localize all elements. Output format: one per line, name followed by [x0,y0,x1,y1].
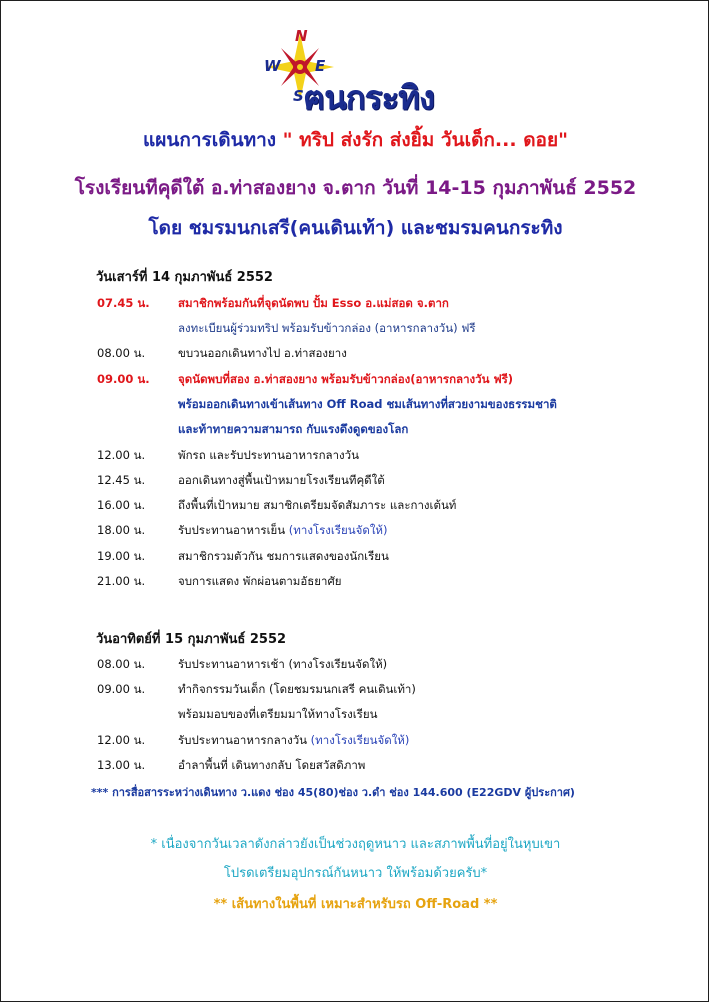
prepare-equipment-note: โปรดเตรียมอุปกรณ์กันหนาว ให้พร้อมด้วยครับ* [223,866,488,881]
cold-weather-note: * เนื่องจากวันเวลาดังกล่าวยังเป็นช่วงฤดูหนาว และสภาพพื้นที่อยู่ในหุบเขา [150,837,561,852]
day1-heading: วันเสาร์ที่ 14 กุมภาพันธ์ 2552 [96,270,273,285]
day1-activity [178,522,388,540]
day2-time: 09.00 น. [97,682,146,696]
day2-activity: รับประทานอาหารเช้า (ทางโรงเรียนจัดให้) [178,657,388,671]
trip-organizers: โดย ชมรมนกเสรี(คนเดินเท้า) และชมรมคนกระทิง [148,217,563,239]
day1-activity: สมาชิกรวมตัวกัน ชมการแสดงของนักเรียน [178,549,389,563]
compass-letter-w: W [264,57,281,75]
day2-time: 08.00 น. [97,657,146,671]
day1-time: 08.00 น. [97,346,146,360]
day1-time: 12.45 น. [97,473,146,487]
day1-activity: พร้อมออกเดินทางเข้าเส้นทาง Off Road ชมเส้นทางที่สวยงามของธรรมชาติ [178,397,557,411]
offroad-note: ** เส้นทางในพื้นที่ เหมาะสำหรับรถ Off-Road ** [213,897,498,912]
day1-activity: สมาชิกพร้อมกันที่จุดนัดพบ ปั้ม Esso อ.แม่สอด จ.ตาก [178,296,449,310]
day1-time: 19.00 น. [97,549,146,563]
day1-time: 16.00 น. [97,498,146,512]
trip-title-prefix: แผนการเดินทาง [143,129,277,151]
day2-activity [178,732,409,750]
day1-activity: จุดนัดพบที่สอง อ.ท่าสองยาง พร้อมรับข้าวกล่อง(อาหารกลางวัน ฟรี) [178,372,514,386]
day1-time: 21.00 น. [97,574,146,588]
logo-wordmark: ฅนกระทิง [303,78,434,117]
compass-letter-n: N [295,27,308,45]
day2-time: 13.00 น. [97,758,146,772]
day1-time: 09.00 น. [97,372,150,386]
trip-school-date: โรงเรียนทีคุดีใต้ อ.ท่าสองยาง จ.ตาก วันที่ 14-15 กุมภาพันธ์ 2552 [74,177,637,199]
day2-time: 12.00 น. [97,733,146,747]
day2-activity: พร้อมมอบของที่เตรียมมาให้ทางโรงเรียน [178,707,378,721]
day2-heading: วันอาทิตย์ที่ 15 กุมภาพันธ์ 2552 [96,632,287,647]
activity-note: (ทางโรงเรียนจัดให้) [310,733,410,747]
trip-title-quoted: " ทริป ส่งรัก ส่งยิ้ม วันเด็ก... ดอย" [282,129,568,151]
day1-activity: และท้าทายความสามารถ กับแรงดึงดูดของโลก [178,422,409,436]
day2-activity: อำลาพื้นที่ เดินทางกลับ โดยสวัสดิภาพ [178,758,366,772]
day1-time: 07.45 น. [97,296,150,310]
activity-text: รับประทานอาหารเย็น [178,523,286,537]
day1-time: 12.00 น. [97,448,146,462]
day1-activity: ถึงพื้นที่เป้าหมาย สมาชิกเตรียมจัดสัมภาระ และกางเต้นท์ [178,498,457,512]
trip-title [1,125,709,155]
day1-time: 18.00 น. [97,523,146,537]
day1-activity: ออกเดินทางสู่พื้นเป้าหมายโรงเรียนทีคุดีใต้ [178,473,385,487]
activity-note: (ทางโรงเรียนจัดให้) [288,523,388,537]
ฅนกระทิง-logo [253,23,453,117]
day1-activity: จบการแสดง พักผ่อนตามอัธยาศัย [178,574,342,588]
compass-letter-e: E [315,57,326,75]
day2-activity: ทำกิจกรรมวันเด็ก (โดยชมรมนกเสรี คนเดินเท้า) [178,682,416,696]
activity-text: รับประทานอาหารกลางวัน [178,733,308,747]
radio-communication-note: *** การสื่อสารระหว่างเดินทาง ว.แดง ช่อง 45(80)ช่อง ว.ดำ ช่อง 144.600 (E22GDV ผู้ประกาศ) [91,786,575,799]
day1-activity: ขบวนออกเดินทางไป อ.ท่าสองยาง [178,346,347,360]
day1-activity: พักรถ และรับประทานอาหารกลางวัน [178,448,359,462]
compass-letter-s: S [293,87,304,105]
day1-activity: ลงทะเบียนผู้ร่วมทริป พร้อมรับข้าวกล่อง (อาหารกลางวัน) ฟรี [178,321,476,335]
